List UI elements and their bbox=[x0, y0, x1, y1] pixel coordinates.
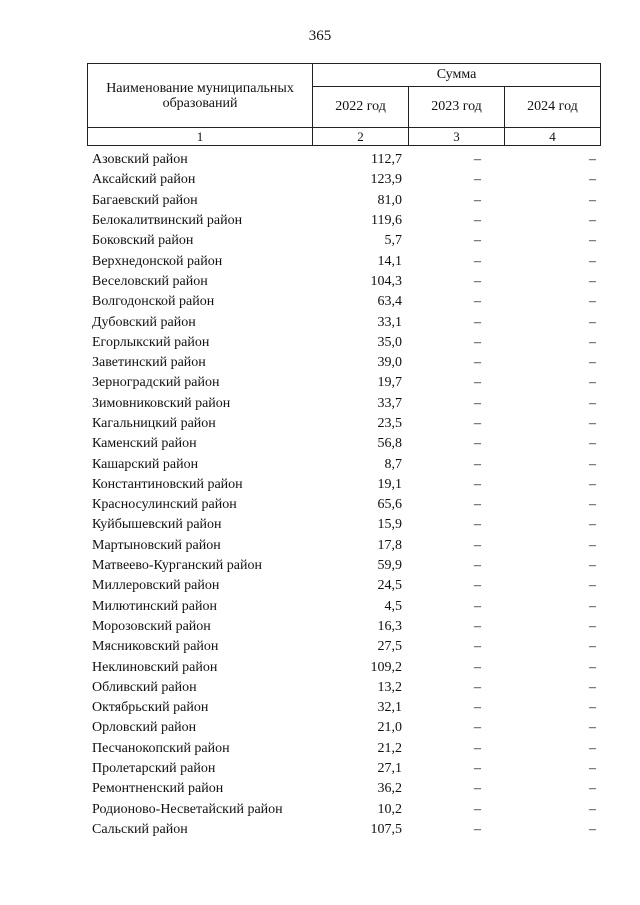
table-row bbox=[87, 414, 601, 434]
municipality-name: Мартыновский район bbox=[92, 537, 221, 553]
value-2023: – bbox=[474, 273, 481, 289]
value-2022: 107,5 bbox=[370, 821, 402, 837]
value-2022: 33,1 bbox=[377, 314, 402, 330]
table-row bbox=[87, 495, 601, 515]
table-body bbox=[87, 150, 601, 840]
column-header-2023: 2023 год bbox=[409, 87, 505, 128]
value-2023: – bbox=[474, 395, 481, 411]
value-2022: 10,2 bbox=[377, 801, 402, 817]
value-2024: – bbox=[589, 233, 596, 249]
column-header-name: Наименование муниципальных образований bbox=[88, 64, 313, 128]
table-row bbox=[87, 779, 601, 799]
value-2022: 32,1 bbox=[377, 700, 402, 716]
municipality-name: Ремонтненский район bbox=[92, 781, 224, 797]
value-2024: – bbox=[589, 659, 596, 675]
municipality-name: Матвеево-Курганский район bbox=[92, 558, 262, 574]
table-row bbox=[87, 251, 601, 271]
municipality-name: Багаевский район bbox=[92, 192, 198, 208]
value-2023: – bbox=[474, 639, 481, 655]
value-2022: 104,3 bbox=[370, 273, 402, 289]
value-2024: – bbox=[589, 273, 596, 289]
value-2022: 39,0 bbox=[377, 355, 402, 371]
page-number: 365 bbox=[308, 28, 332, 44]
value-2023: – bbox=[474, 375, 481, 391]
table-row bbox=[87, 333, 601, 353]
value-2022: 109,2 bbox=[370, 659, 402, 675]
table-row bbox=[87, 292, 601, 312]
table-row bbox=[87, 718, 601, 738]
municipality-name: Зимовниковский район bbox=[92, 395, 231, 411]
value-2024: – bbox=[589, 598, 596, 614]
value-2023: – bbox=[474, 659, 481, 675]
value-2022: 59,9 bbox=[377, 558, 402, 574]
value-2023: – bbox=[474, 314, 481, 330]
value-2022: 5,7 bbox=[384, 233, 402, 249]
value-2024: – bbox=[589, 740, 596, 756]
value-2023: – bbox=[474, 558, 481, 574]
value-2022: 17,8 bbox=[377, 537, 402, 553]
value-2024: – bbox=[589, 781, 596, 797]
column-number: 4 bbox=[504, 128, 600, 146]
value-2024: – bbox=[589, 172, 596, 188]
value-2024: – bbox=[589, 436, 596, 452]
value-2023: – bbox=[474, 801, 481, 817]
value-2022: 8,7 bbox=[384, 456, 402, 472]
value-2023: – bbox=[474, 355, 481, 371]
value-2022: 36,2 bbox=[377, 781, 402, 797]
municipality-name: Боковский район bbox=[92, 233, 194, 249]
value-2022: 19,1 bbox=[377, 476, 402, 492]
value-2024: – bbox=[589, 416, 596, 431]
table-row bbox=[87, 556, 601, 576]
municipality-name: Песчанокопский район bbox=[92, 740, 230, 756]
value-2024: – bbox=[589, 700, 596, 716]
municipality-name: Зерноградский район bbox=[92, 375, 220, 391]
value-2022: 23,5 bbox=[377, 416, 402, 431]
value-2023: – bbox=[474, 192, 481, 208]
column-header-sum: Сумма bbox=[313, 64, 601, 87]
municipality-name: Пролетарский район bbox=[92, 761, 216, 777]
value-2023: – bbox=[474, 700, 481, 716]
municipality-name: Константиновский район bbox=[92, 476, 243, 492]
municipality-name: Каменский район bbox=[92, 436, 197, 452]
value-2022: 112,7 bbox=[371, 152, 402, 168]
value-2023: – bbox=[474, 821, 481, 837]
municipality-name: Азовский район bbox=[92, 152, 188, 168]
municipality-name: Обливский район bbox=[92, 679, 197, 695]
value-2024: – bbox=[589, 253, 596, 269]
value-2022: 56,8 bbox=[377, 436, 402, 452]
municipality-name: Кашарский район bbox=[92, 456, 199, 472]
table-row bbox=[87, 617, 601, 637]
table-row bbox=[87, 820, 601, 840]
value-2023: – bbox=[474, 253, 481, 269]
table-row bbox=[87, 394, 601, 414]
value-2023: – bbox=[474, 213, 481, 229]
value-2022: 21,2 bbox=[377, 740, 402, 756]
value-2024: – bbox=[589, 761, 596, 777]
value-2024: – bbox=[589, 679, 596, 695]
municipality-name: Морозовский район bbox=[92, 618, 211, 634]
value-2024: – bbox=[589, 213, 596, 229]
municipality-name: Верхнедонской район bbox=[92, 253, 223, 269]
municipality-name: Заветинский район bbox=[92, 355, 206, 371]
value-2024: – bbox=[589, 558, 596, 574]
value-2022: 123,9 bbox=[370, 172, 402, 188]
value-2022: 4,5 bbox=[384, 598, 402, 614]
value-2023: – bbox=[474, 476, 481, 492]
column-number: 3 bbox=[409, 128, 505, 146]
table-row bbox=[87, 475, 601, 495]
table-row bbox=[87, 739, 601, 759]
value-2024: – bbox=[589, 192, 596, 208]
value-2022: 65,6 bbox=[377, 497, 402, 513]
table-row bbox=[87, 698, 601, 718]
table-row bbox=[87, 637, 601, 657]
value-2022: 24,5 bbox=[377, 578, 402, 594]
column-header-2022: 2022 год bbox=[313, 87, 409, 128]
column-number: 2 bbox=[313, 128, 409, 146]
value-2024: – bbox=[589, 578, 596, 594]
value-2023: – bbox=[474, 517, 481, 533]
value-2023: – bbox=[474, 537, 481, 553]
value-2023: – bbox=[474, 334, 481, 350]
value-2024: – bbox=[589, 517, 596, 533]
value-2022: 27,1 bbox=[377, 761, 402, 777]
table-row bbox=[87, 211, 601, 231]
value-2022: 14,1 bbox=[377, 253, 402, 269]
table-row bbox=[87, 231, 601, 251]
table-row bbox=[87, 597, 601, 617]
municipality-name: Егорлыкский район bbox=[92, 334, 210, 350]
municipality-name: Октябрьский район bbox=[92, 700, 209, 716]
value-2022: 63,4 bbox=[377, 294, 402, 310]
municipality-name: Веселовский район bbox=[92, 273, 208, 289]
table-row bbox=[87, 576, 601, 596]
value-2023: – bbox=[474, 497, 481, 513]
value-2023: – bbox=[474, 578, 481, 594]
value-2024: – bbox=[589, 801, 596, 817]
value-2023: – bbox=[474, 679, 481, 695]
value-2022: 119,6 bbox=[371, 213, 402, 229]
value-2023: – bbox=[474, 172, 481, 188]
table-row bbox=[87, 312, 601, 332]
value-2022: 16,3 bbox=[377, 618, 402, 634]
table-row bbox=[87, 657, 601, 677]
value-2024: – bbox=[589, 314, 596, 330]
municipality-name: Милютинский район bbox=[92, 598, 218, 614]
value-2024: – bbox=[589, 497, 596, 513]
table-row bbox=[87, 434, 601, 454]
municipality-name: Дубовский район bbox=[92, 314, 196, 330]
value-2024: – bbox=[589, 618, 596, 634]
table-row bbox=[87, 454, 601, 474]
column-header-2024: 2024 год bbox=[504, 87, 600, 128]
municipality-name: Волгодонской район bbox=[92, 294, 215, 310]
table-row bbox=[87, 800, 601, 820]
value-2022: 15,9 bbox=[377, 517, 402, 533]
value-2023: – bbox=[474, 436, 481, 452]
table-row bbox=[87, 678, 601, 698]
municipality-name: Сальский район bbox=[92, 821, 188, 837]
value-2022: 27,5 bbox=[377, 639, 402, 655]
value-2023: – bbox=[474, 720, 481, 736]
value-2023: – bbox=[474, 618, 481, 634]
municipality-name: Мясниковский район bbox=[92, 639, 219, 655]
municipality-name: Аксайский район bbox=[92, 172, 196, 188]
value-2024: – bbox=[589, 821, 596, 837]
column-number: 1 bbox=[88, 128, 313, 146]
value-2023: – bbox=[474, 781, 481, 797]
table-row bbox=[87, 272, 601, 292]
value-2023: – bbox=[474, 233, 481, 249]
value-2024: – bbox=[589, 355, 596, 371]
value-2023: – bbox=[474, 416, 481, 431]
table-row bbox=[87, 150, 601, 170]
value-2024: – bbox=[589, 476, 596, 492]
municipality-name: Родионово-Несветайский район bbox=[92, 801, 283, 817]
municipality-name: Куйбышевский район bbox=[92, 517, 222, 533]
value-2024: – bbox=[589, 334, 596, 350]
value-2024: – bbox=[589, 639, 596, 655]
table-row bbox=[87, 373, 601, 393]
value-2023: – bbox=[474, 598, 481, 614]
value-2024: – bbox=[589, 395, 596, 411]
value-2024: – bbox=[589, 294, 596, 310]
table-row bbox=[87, 515, 601, 535]
value-2023: – bbox=[474, 456, 481, 472]
value-2022: 13,2 bbox=[377, 679, 402, 695]
value-2023: – bbox=[474, 761, 481, 777]
value-2024: – bbox=[589, 456, 596, 472]
municipality-name: Неклиновский район bbox=[92, 659, 218, 675]
municipality-name: Белокалитвинский район bbox=[92, 213, 243, 229]
value-2022: 81,0 bbox=[377, 192, 402, 208]
municipality-name: Орловский район bbox=[92, 720, 197, 736]
table-row bbox=[87, 170, 601, 190]
value-2024: – bbox=[589, 537, 596, 553]
value-2024: – bbox=[589, 375, 596, 391]
value-2023: – bbox=[474, 294, 481, 310]
value-2023: – bbox=[474, 152, 481, 168]
value-2022: 19,7 bbox=[377, 375, 402, 391]
table-row bbox=[87, 353, 601, 373]
table-row bbox=[87, 191, 601, 211]
value-2023: – bbox=[474, 740, 481, 756]
value-2022: 35,0 bbox=[377, 334, 402, 350]
value-2024: – bbox=[589, 720, 596, 736]
value-2022: 33,7 bbox=[377, 395, 402, 411]
municipality-name: Кагальницкий район bbox=[92, 416, 216, 431]
municipality-name: Красносулинский район bbox=[92, 497, 237, 513]
value-2022: 21,0 bbox=[377, 720, 402, 736]
municipality-name: Миллеровский район bbox=[92, 578, 220, 594]
table-row bbox=[87, 536, 601, 556]
table-row bbox=[87, 759, 601, 779]
table-header bbox=[87, 63, 601, 146]
value-2024: – bbox=[589, 152, 596, 168]
